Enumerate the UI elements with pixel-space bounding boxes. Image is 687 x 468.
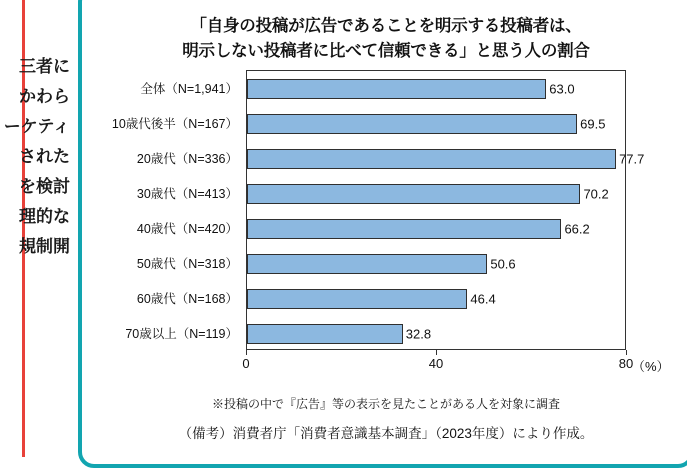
bar [247, 219, 561, 239]
bar-value-label: 46.4 [470, 291, 496, 306]
text-line: 理的な [19, 207, 70, 226]
text-line: ーケティ [3, 117, 70, 136]
x-axis-tick-label: 40 [428, 356, 444, 371]
x-axis-tick-label: 0 [242, 356, 250, 371]
x-axis-tick [626, 350, 627, 355]
chart-container [86, 0, 686, 457]
text-line: 三者に [19, 57, 70, 76]
bar-value-label: 50.6 [490, 256, 516, 271]
category-label: 50歳代（N=318） [136, 256, 238, 271]
plot-area [96, 70, 676, 374]
category-label: 30歳代（N=413） [136, 186, 238, 201]
bar-value-label: 66.2 [564, 221, 590, 236]
bar [247, 149, 616, 169]
plot-frame [246, 70, 645, 350]
text-line: された [19, 147, 70, 166]
category-label: 20歳代（N=336） [136, 151, 238, 166]
chart-note: ※投稿の中で『広告』等の表示を見たことがある人を対象に調査 [211, 397, 560, 411]
text-line: を検討 [19, 177, 70, 196]
category-label: 10歳代後半（N=167） [111, 116, 238, 131]
text-line: かわら [19, 87, 70, 106]
page-text-fragment [0, 52, 70, 262]
axis-unit-label: （%） [632, 359, 670, 374]
value-axis [242, 350, 670, 380]
category-label: 40歳代（N=420） [136, 221, 238, 236]
bar-value-label: 70.2 [583, 186, 609, 201]
bar-value-label: 77.7 [619, 151, 645, 166]
bar [247, 289, 467, 309]
category-label: 60歳代（N=168） [136, 291, 238, 306]
x-axis-tick [246, 350, 247, 355]
x-axis-tick-label: 80 [618, 356, 634, 371]
bar [247, 254, 487, 274]
bar [247, 79, 546, 99]
category-label: 70歳以上（N=119） [125, 326, 238, 341]
bar-value-label: 69.5 [580, 116, 606, 131]
bar-value-label: 32.8 [405, 326, 432, 341]
bar [247, 184, 580, 204]
chart-source: （備考）消費者庁「消費者意識基本調査」（2023年度）により作成。 [178, 426, 594, 441]
x-axis-tick [436, 350, 437, 355]
chart-title-line-2: 明示しない投稿者に比べて信頼できる」と思う人の割合 [182, 42, 590, 60]
chart-title [96, 14, 676, 64]
category-axis-labels [96, 70, 244, 350]
bar [247, 114, 577, 134]
category-label: 全体（N=1,941） [140, 81, 238, 96]
bar-value-label: 63.0 [549, 81, 575, 96]
bar [247, 324, 403, 344]
text-line: 規制開 [19, 237, 70, 256]
chart-title-line-1: 「自身の投稿が広告であることを明示する投稿者は、 [190, 17, 582, 35]
